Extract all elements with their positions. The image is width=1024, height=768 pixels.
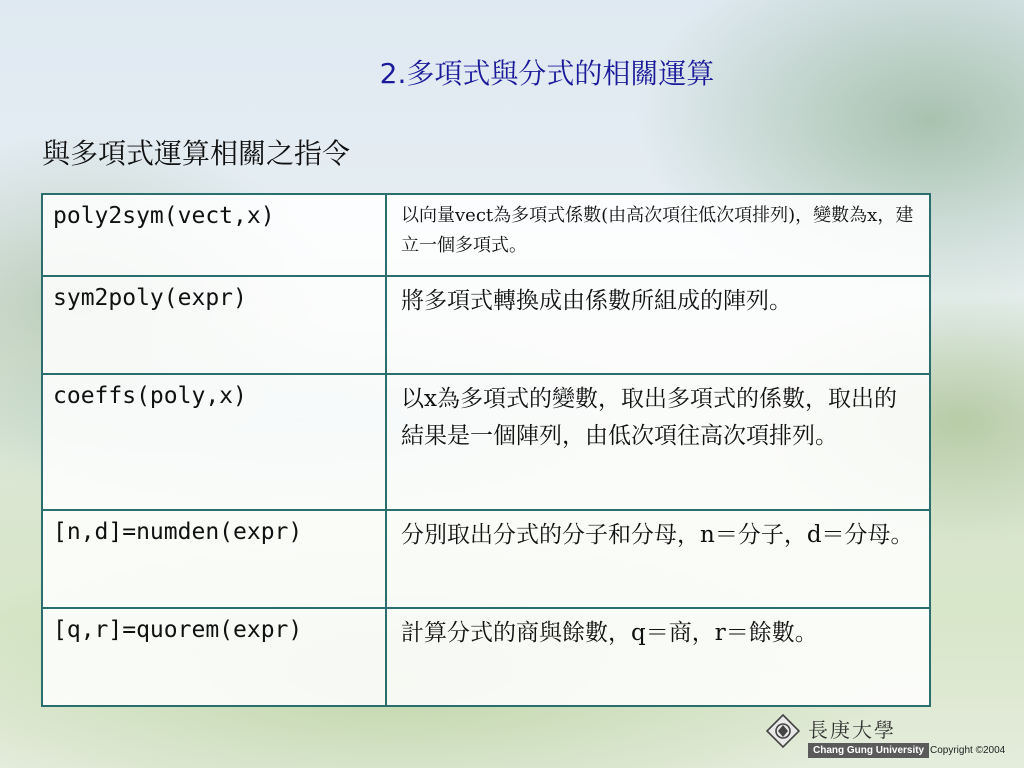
description-cell: 計算分式的商與餘數，q＝商，r＝餘數。 — [386, 608, 930, 706]
slide-title: 2.多項式與分式的相關運算 — [379, 57, 715, 90]
description-cell: 將多項式轉換成由係數所組成的陣列。 — [386, 276, 930, 374]
description-cell: 以x為多項式的變數，取出多項式的係數，取出的結果是一個陣列，由低次項往高次項排列。 — [386, 374, 930, 510]
command-cell: sym2poly(expr) — [42, 276, 386, 374]
copyright-notice: Copyright ©2004 — [930, 745, 1006, 756]
table-row — [42, 276, 930, 374]
command-cell: poly2sym(vect,x) — [42, 194, 386, 276]
university-logo — [762, 712, 1018, 764]
table-row — [42, 608, 930, 706]
university-english-name: Chang Gung University — [808, 743, 929, 758]
description-cell: 分別取出分式的分子和分母，n＝分子，d＝分母。 — [386, 510, 930, 608]
command-cell: [n,d]=numden(expr) — [42, 510, 386, 608]
slide-subtitle: 與多項式運算相關之指令 — [42, 137, 351, 170]
table-row — [42, 374, 930, 510]
command-cell: [q,r]=quorem(expr) — [42, 608, 386, 706]
university-emblem-icon — [766, 714, 800, 748]
command-table — [41, 193, 931, 707]
university-name: 長庚大學 — [808, 718, 896, 742]
table-row — [42, 510, 930, 608]
description-cell: 以向量vect為多項式係數(由高次項往低次項排列)，變數為x，建立一個多項式。 — [386, 194, 930, 276]
command-cell: coeffs(poly,x) — [42, 374, 386, 510]
table-row — [42, 194, 930, 276]
